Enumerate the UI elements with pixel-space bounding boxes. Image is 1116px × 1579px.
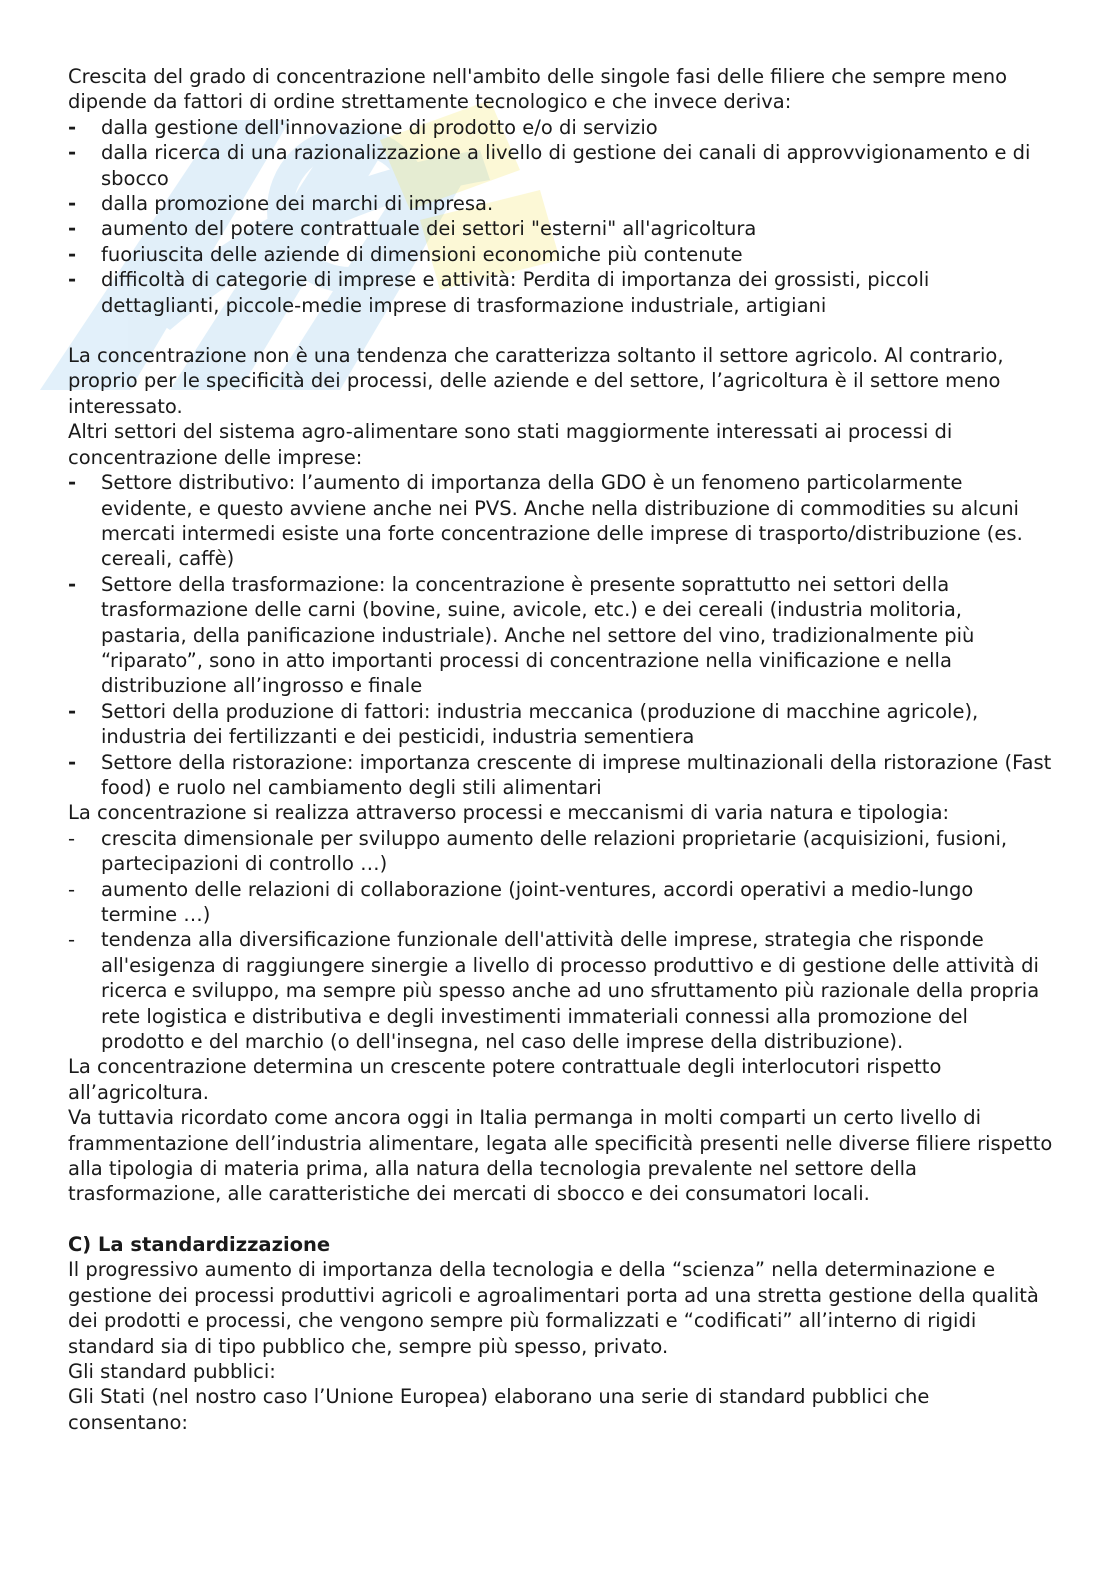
list-item: - aumento del potere contrattuale dei settori "esterni" all'agricoltura (68, 216, 1053, 241)
list-item: - tendenza alla diversificazione funzionale dell'attività delle imprese, strategia che risponde all'esigenza di raggiungere sinergie a livello di processo produttivo e di gestione delle attività di ricerca e sviluppo, ma sempre più spesso anche ad uno sfruttamento più razionale della propria rete logistica e distributiva e degli investimenti immateriali connessi alla promozione del prodotto e del marchio (o dell'insegna, nel caso delle imprese della distribuzione). (68, 927, 1053, 1054)
mechanisms-list (68, 826, 1053, 1055)
list-item: - dalla promozione dei marchi di impresa. (68, 191, 1053, 216)
sectors-list (68, 470, 1053, 800)
paragraph: Gli standard pubblici: (68, 1359, 276, 1383)
paragraph-spacer (68, 1207, 1053, 1232)
list-item: - Settori della produzione di fattori: industria meccanica (produzione di macchine agricole), industria dei fertilizzanti e dei pesticidi, industria sementiera (68, 699, 1053, 750)
paragraph: La concentrazione non è una tendenza che caratterizza soltanto il settore agricolo. Al contrario, proprio per le specificità dei processi, delle aziende e del settore, l’agricoltura è il settore meno interessato. (68, 344, 1004, 418)
paragraph: Va tuttavia ricordato come ancora oggi in Italia permanga in molti comparti un certo livello di frammentazione dell’industria alimentare, legata alle specificità presenti nelle diverse filiere rispetto alla tipologia di materia prima, alla natura della tecnologia prevalente nel settore della trasformazione, alle caratteristiche dei mercati di sbocco e dei consumatori locali. (68, 1106, 1053, 1206)
list-item: - difficoltà di categorie di imprese e attività: Perdita di importanza dei grossisti, piccoli dettaglianti, piccole-medie imprese di trasformazione industriale, artigiani (68, 267, 1053, 318)
paragraph: La concentrazione si realizza attraverso processi e meccanismi di varia natura e tipologia: (68, 801, 950, 825)
paragraph: Altri settori del sistema agro-alimentare sono stati maggiormente interessati ai processi di concentrazione delle imprese: (68, 420, 953, 469)
paragraph-spacer (68, 318, 1053, 343)
concentration-causes-list (68, 115, 1053, 318)
intro-paragraph: Crescita del grado di concentrazione nell'ambito delle singole fasi delle filiere che sempre meno dipende da fattori di ordine strettamente tecnologico e che invece deriva: (68, 65, 1008, 114)
paragraph: Gli Stati (nel nostro caso l’Unione Europea) elaborano una serie di standard pubblici che consentano: (68, 1385, 930, 1434)
list-item: - Settore distributivo: l’aumento di importanza della GDO è un fenomeno particolarmente evidente, e questo avviene anche nei PVS. Anche nella distribuzione di commodities su alcuni mercati intermedi esiste una forte concentrazione delle imprese di trasporto/distribuzione (es. cereali, caffè) (68, 470, 1053, 572)
list-item: - dalla gestione dell'innovazione di prodotto e/o di servizio (68, 115, 1053, 140)
section-heading: C) La standardizzazione (68, 1232, 331, 1256)
list-item: - Settore della trasformazione: la concentrazione è presente soprattutto nei settori della trasformazione delle carni (bovine, suine, avicole, etc.) e dei cereali (industria molitoria, pastaria, della panificazione industriale). Anche nel settore del vino, tradizionalmente più “riparato”, sono in atto importanti processi di concentrazione nella vinificazione e nella distribuzione all’ingrosso e finale (68, 572, 1053, 699)
paragraph: Il progressivo aumento di importanza della tecnologia e della “scienza” nella determinazione e gestione dei processi produttivi agricoli e agroalimentari porta ad una stretta gestione della qualità dei prodotti e processi, che vengono sempre più formalizzati e “codificati” all’interno di rigidi standard sia di tipo pubblico che, sempre più spesso, privato. (68, 1258, 1039, 1358)
list-item: - crescita dimensionale per sviluppo aumento delle relazioni proprietarie (acquisizioni, fusioni, partecipazioni di controllo …) (68, 826, 1053, 877)
list-item: - dalla ricerca di una razionalizzazione a livello di gestione dei canali di approvvigionamento e di sbocco (68, 140, 1053, 191)
list-item: - fuoriuscita delle aziende di dimensioni economiche più contenute (68, 242, 1053, 267)
document-page (68, 64, 1053, 1435)
paragraph: La concentrazione determina un crescente potere contrattuale degli interlocutori rispetto all’agricoltura. (68, 1055, 942, 1104)
list-item: - aumento delle relazioni di collaborazione (joint-ventures, accordi operativi a medio-lungo termine …) (68, 877, 1053, 928)
list-item: - Settore della ristorazione: importanza crescente di imprese multinazionali della ristorazione (Fast food) e ruolo nel cambiamento degli stili alimentari (68, 750, 1053, 801)
